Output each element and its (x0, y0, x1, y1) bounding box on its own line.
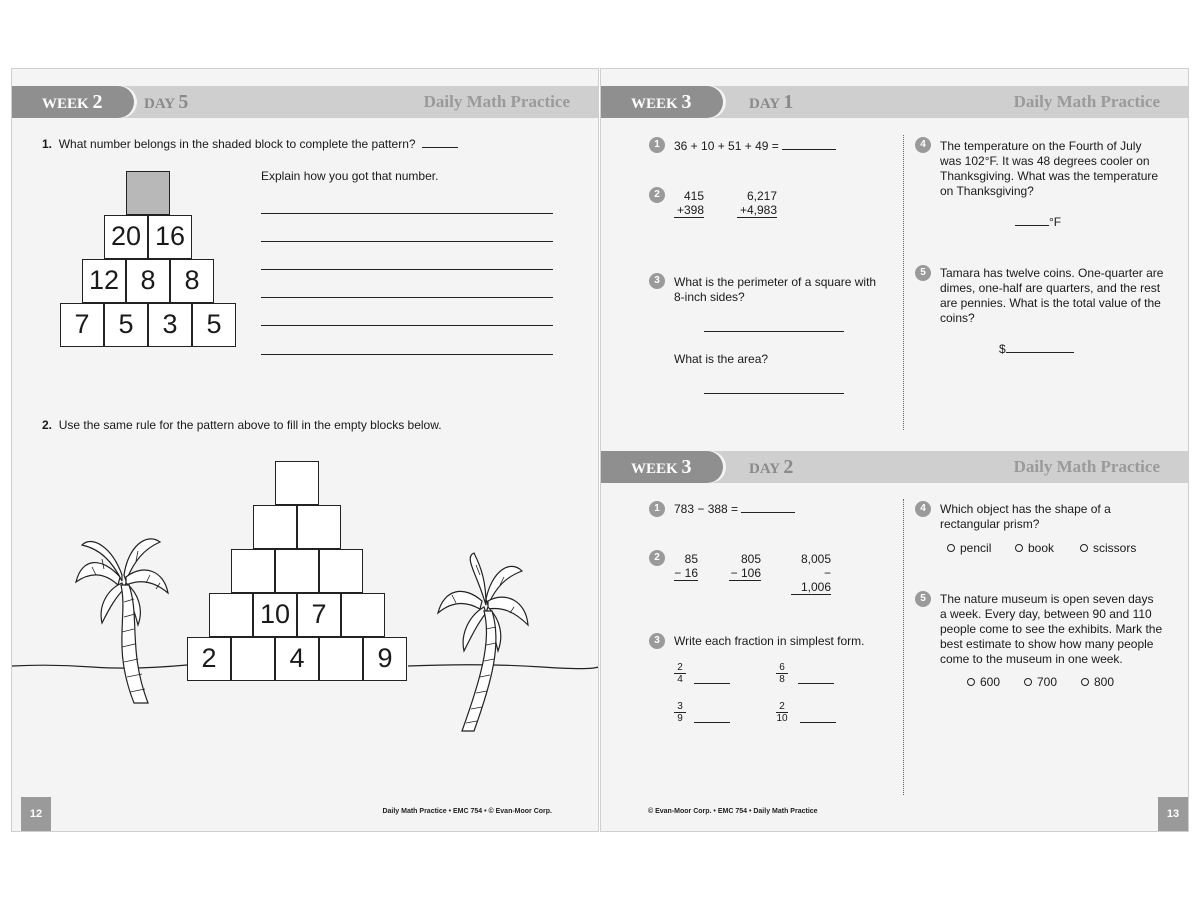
empty-block[interactable] (275, 461, 319, 505)
radio-icon[interactable] (1080, 544, 1088, 552)
empty-block[interactable] (231, 637, 275, 681)
block: 7 (297, 593, 341, 637)
page-header (601, 451, 1188, 483)
fraction: $\frac{2}{10}$ (776, 701, 788, 724)
day-label: DAY 1 (749, 91, 794, 113)
option-700[interactable]: 700 (1024, 675, 1057, 689)
subtraction-problem: 805 − 106 (730, 552, 761, 580)
day-label: DAY 5 (144, 91, 189, 113)
question-number: 4 (915, 137, 931, 153)
block: 2 (187, 637, 231, 681)
page-header (12, 86, 598, 118)
footer: © Evan-Moor Corp. • EMC 754 • Daily Math Practice (648, 808, 818, 815)
option-book[interactable]: book (1015, 541, 1054, 555)
answer-blank[interactable] (1015, 225, 1049, 226)
block: 8 (170, 259, 214, 303)
week-badge: WEEK 3 (601, 451, 723, 483)
header-title: Daily Math Practice (423, 92, 570, 111)
option-pencil[interactable]: pencil (947, 541, 991, 555)
page-header (601, 86, 1188, 118)
fraction: $\frac{6}{8}$ (776, 662, 788, 685)
block: 5 (104, 303, 148, 347)
question-number: 1 (649, 137, 665, 153)
answer-blank[interactable] (741, 512, 795, 513)
addition-problem: 415 +398 (674, 189, 704, 218)
day-label: DAY 2 (749, 456, 794, 478)
radio-icon[interactable] (1024, 678, 1032, 686)
subtraction-problem: 8,005 − 1,006 (791, 552, 831, 595)
area-prompt: What is the area? (674, 352, 769, 366)
d1-question-5: Tamara has twelve coins. One-quarter are dimes, one-half are quarters, and the rest are pennies. What is the total value of the coins? (940, 266, 1164, 325)
d2-question-5: The nature museum is open seven days a week. Every day, between 90 and 110 people come to see the exhibits. Mark the best estimate to show how many people come to the museum in one week. (940, 592, 1163, 666)
writing-line[interactable] (261, 269, 553, 270)
header-title: Daily Math Practice (1013, 92, 1160, 111)
empty-block[interactable] (319, 637, 363, 681)
question-2: 2. Use the same rule for the pattern above to fill in the empty blocks below. (42, 418, 442, 432)
palm-tree-icon (72, 527, 172, 707)
block: 7 (60, 303, 104, 347)
question-number: 5 (915, 265, 931, 281)
block: 9 (363, 637, 407, 681)
explain-prompt: Explain how you got that number. (261, 169, 439, 183)
page-number: 12 (21, 797, 51, 831)
empty-block[interactable] (341, 593, 385, 637)
question-number: 3 (649, 633, 665, 649)
d2-question-1: 783 − 388 = (674, 502, 795, 517)
fraction: $\frac{3}{9}$ (674, 701, 686, 724)
writing-line[interactable] (261, 325, 553, 326)
fraction: $\frac{2}{4}$ (674, 662, 686, 685)
d1-question-1: 36 + 10 + 51 + 49 = (674, 139, 836, 154)
radio-icon[interactable] (947, 544, 955, 552)
writing-line[interactable] (261, 213, 553, 214)
answer-line[interactable] (798, 683, 834, 684)
radio-icon[interactable] (1081, 678, 1089, 686)
week-badge: WEEK 3 (601, 86, 723, 118)
left-page (11, 68, 599, 832)
answer-line[interactable] (704, 331, 844, 332)
question-number: 2 (649, 187, 665, 203)
d2-question-3: Write each fraction in simplest form. (674, 634, 865, 648)
d2-question-4: Which object has the shape of a rectangular prism? (940, 502, 1111, 531)
empty-block[interactable] (297, 505, 341, 549)
answer-line[interactable] (694, 683, 730, 684)
answer-blank[interactable] (1006, 352, 1074, 353)
d1-question-3: What is the perimeter of a square with 8-inch sides? (674, 275, 877, 304)
temperature-answer: °F (1015, 215, 1061, 230)
column-divider (903, 499, 904, 795)
answer-blank[interactable] (782, 149, 836, 150)
block: 4 (275, 637, 319, 681)
page-number: 13 (1158, 797, 1188, 831)
answer-line[interactable] (704, 393, 844, 394)
block: 3 (148, 303, 192, 347)
money-answer: $ (999, 342, 1074, 357)
radio-icon[interactable] (1015, 544, 1023, 552)
addition-problem: 6,217 +4,983 (737, 189, 777, 218)
writing-line[interactable] (261, 297, 553, 298)
question-number: 1 (649, 501, 665, 517)
option-800[interactable]: 800 (1081, 675, 1114, 689)
block: 16 (148, 215, 192, 259)
answer-line[interactable] (800, 722, 836, 723)
block: 5 (192, 303, 236, 347)
option-scissors[interactable]: scissors (1080, 541, 1136, 555)
block: 10 (253, 593, 297, 637)
radio-icon[interactable] (967, 678, 975, 686)
empty-block[interactable] (253, 505, 297, 549)
week-badge: WEEK 2 (12, 86, 134, 118)
question-number: 3 (649, 273, 665, 289)
palm-tree-icon (434, 551, 534, 735)
right-page (600, 68, 1189, 832)
writing-line[interactable] (261, 241, 553, 242)
question-number: 5 (915, 591, 931, 607)
question-1: 1. What number belongs in the shaded block to complete the pattern? (42, 137, 458, 152)
block: 20 (104, 215, 148, 259)
header-title: Daily Math Practice (1013, 457, 1160, 476)
answer-blank[interactable] (422, 147, 458, 148)
subtraction-problem: 85 − 16 (674, 552, 698, 580)
writing-line[interactable] (261, 354, 553, 355)
shaded-block (126, 171, 170, 215)
answer-line[interactable] (694, 722, 730, 723)
footer: Daily Math Practice • EMC 754 • © Evan-Moor Corp. (382, 808, 552, 815)
question-number: 4 (915, 501, 931, 517)
d1-question-4: The temperature on the Fourth of July was 102°F. It was 48 degrees cooler on Thanksgiving. What was the temperature on Thanksgiving? (940, 139, 1159, 198)
question-number: 2 (649, 550, 665, 566)
block: 12 (82, 259, 126, 303)
column-divider (903, 135, 904, 430)
block: 8 (126, 259, 170, 303)
empty-block[interactable] (275, 549, 319, 593)
option-600[interactable]: 600 (967, 675, 1000, 689)
empty-block[interactable] (231, 549, 275, 593)
empty-block[interactable] (319, 549, 363, 593)
empty-block[interactable] (209, 593, 253, 637)
